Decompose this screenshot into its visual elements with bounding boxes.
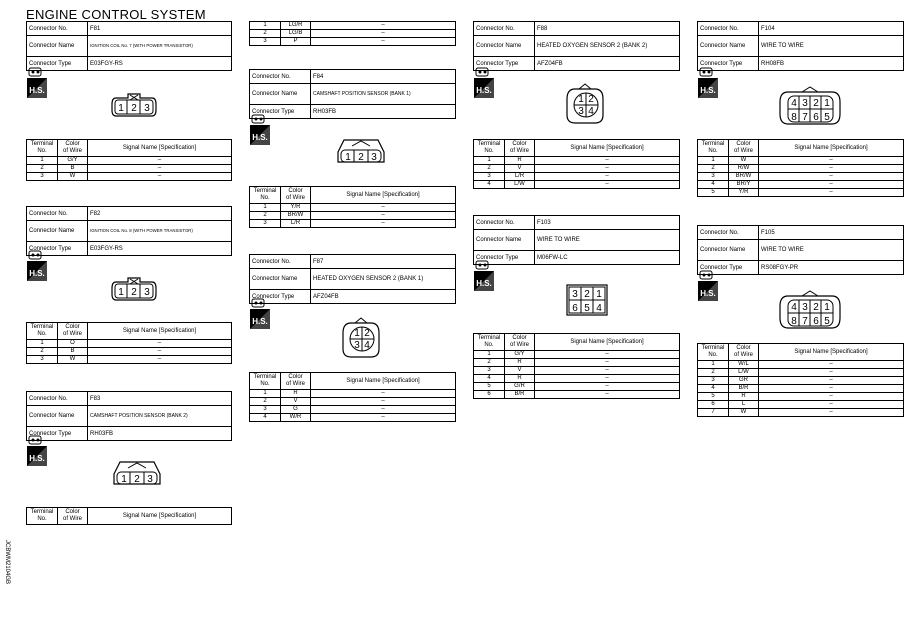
connector-f87-terminals: Terminal No. Color of Wire Signal Name [Specification] 1 R – 2 V – 3 G – 4 W/R – xyxy=(249,372,456,422)
svg-text:3: 3 xyxy=(147,474,153,485)
connector-f88-terminals: Terminal No. Color of Wire Signal Name [Specification] 1 R – 2 V – 3 L/R – 4 L/W – xyxy=(473,139,680,189)
connector-f103-terminals: Terminal No. Color of Wire Signal Name [Specification] 1 G/Y – 2 R – 3 V – 4 R – 5 G/R – 6 B/R – xyxy=(473,333,680,399)
svg-text:2: 2 xyxy=(813,302,819,313)
svg-text:1: 1 xyxy=(118,287,124,298)
svg-text:5: 5 xyxy=(824,112,830,123)
connector-f84-diagram xyxy=(334,136,388,171)
svg-text:6: 6 xyxy=(813,316,819,327)
svg-text:1: 1 xyxy=(596,289,602,300)
connector-f82-info: Connector No. F82 Connector Name IGNITION COIL No. 8 (WITH POWER TRANSISTOR) Connector Type E03FGY-RS xyxy=(26,206,232,256)
svg-text:3: 3 xyxy=(572,289,578,300)
connector-f88-diagram xyxy=(563,81,607,130)
connector-f87-diagram xyxy=(339,315,383,364)
table-row: 7 W – xyxy=(698,409,904,417)
connector-f82-terminals: Terminal No. Color of Wire Signal Name [Specification] 1 O – 2 B – 3 W – xyxy=(26,322,232,364)
svg-text:4: 4 xyxy=(791,98,797,109)
table-row: 1 W – xyxy=(698,157,904,165)
table-row: 2 V – xyxy=(474,165,680,173)
svg-text:2: 2 xyxy=(813,98,819,109)
table-row: 5 G/R – xyxy=(474,383,680,391)
table-row: 5 R – xyxy=(698,393,904,401)
table-row: 4 L/W – xyxy=(474,181,680,189)
connector-f104-diagram xyxy=(776,84,844,131)
connector-f103-diagram xyxy=(565,283,609,322)
hs-icon xyxy=(27,66,47,98)
connector-f104-terminals: Terminal No. Color of Wire Signal Name [Specification] 1 W – 2 R/W – 3 BR/W – 4 BR/Y – 5 Y/R – xyxy=(697,139,904,197)
svg-text:7: 7 xyxy=(802,316,808,327)
hs-icon xyxy=(698,66,718,98)
svg-text:7: 7 xyxy=(802,112,808,123)
table-row: 3 W – xyxy=(27,356,232,364)
table-row: 2 B – xyxy=(27,165,232,173)
svg-text:4: 4 xyxy=(588,106,594,117)
svg-text:5: 5 xyxy=(824,316,830,327)
table-row: 2 R/W – xyxy=(698,165,904,173)
svg-text:2: 2 xyxy=(364,328,370,339)
svg-text:3: 3 xyxy=(354,340,360,351)
table-row: 2 R – xyxy=(474,359,680,367)
table-row: 4 BR/Y – xyxy=(698,181,904,189)
connector-f83-terminals-cont xyxy=(249,21,456,46)
table-row: 5 Y/R – xyxy=(698,189,904,197)
page-title: ENGINE CONTROL SYSTEM xyxy=(26,7,206,22)
svg-text:2: 2 xyxy=(131,103,137,114)
svg-text:2: 2 xyxy=(134,474,140,485)
table-row: 3 W – xyxy=(27,173,232,181)
table-row: 3 BR/W – xyxy=(698,173,904,181)
connector-f81-diagram xyxy=(110,92,158,123)
connector-f84-info: Connector No. F84 Connector Name CAMSHAFT POSITION SENSOR (BANK 1) Connector Type RH03FB xyxy=(249,69,456,119)
connector-f83-diagram xyxy=(110,458,164,493)
connector-f81-info: Connector No. F81 Connector Name IGNITION COIL No. 7 (WITH POWER TRANSISTOR) Connector Type E03FGY-RS xyxy=(26,21,232,71)
table-row: 1 G/Y – xyxy=(27,157,232,165)
svg-text:2: 2 xyxy=(131,287,137,298)
table-row: 3 V – xyxy=(474,367,680,375)
svg-text:1: 1 xyxy=(824,302,830,313)
table-row: 2 BR/W – xyxy=(250,212,456,220)
svg-text:1: 1 xyxy=(118,103,124,114)
svg-text:1: 1 xyxy=(345,152,351,163)
hs-icon xyxy=(250,297,270,329)
table-row: 1 Y/R – xyxy=(250,204,456,212)
table-row: 2 B – xyxy=(27,348,232,356)
connector-f105-terminals: Terminal No. Color of Wire Signal Name [Specification] 1 W/L – 2 L/W – 3 GR – 4 B/R – 5 R – 6 L – 7 W – xyxy=(697,343,904,417)
table-row: 2 V – xyxy=(250,398,456,406)
svg-text:3: 3 xyxy=(802,98,808,109)
hs-icon xyxy=(27,434,47,466)
svg-text:3: 3 xyxy=(371,152,377,163)
connector-f87-info: Connector No. F87 Connector Name HEATED OXYGEN SENSOR 2 (BANK 1) Connector Type AFZ04FB xyxy=(249,254,456,304)
hs-icon xyxy=(250,113,270,145)
figure-code: JCBWM2104GB xyxy=(4,540,10,585)
svg-text:4: 4 xyxy=(791,302,797,313)
table-row: 1 G/Y – xyxy=(474,351,680,359)
table-row: 3 L/R – xyxy=(250,220,456,228)
table-row: 1 O – xyxy=(27,340,232,348)
svg-text:1: 1 xyxy=(121,474,127,485)
svg-text:4: 4 xyxy=(364,340,370,351)
connector-f83-info: Connector No. F83 Connector Name CAMSHAFT POSITION SENSOR (BANK 2) Connector Type RH03FB xyxy=(26,391,232,441)
connector-f104-info: Connector No. F104 Connector Name WIRE TO WIRE Connector Type RH08FB xyxy=(697,21,904,71)
table-row: 1 LG/R – xyxy=(250,22,456,30)
connector-f105-diagram xyxy=(776,288,844,335)
connector-f84-terminals: Terminal No. Color of Wire Signal Name [Specification] 1 Y/R – 2 BR/W – 3 L/R – xyxy=(249,186,456,228)
table-row: 3 GR – xyxy=(698,377,904,385)
svg-text:2: 2 xyxy=(588,94,594,105)
connector-f88-info: Connector No. F88 Connector Name HEATED OXYGEN SENSOR 2 (BANK 2) Connector Type AFZ04FB xyxy=(473,21,680,71)
hs-icon xyxy=(698,269,718,301)
hs-icon xyxy=(474,259,494,291)
svg-text:6: 6 xyxy=(572,303,578,314)
table-row: 4 R – xyxy=(474,375,680,383)
table-row: 2 LG/B – xyxy=(250,30,456,38)
svg-text:3: 3 xyxy=(144,103,150,114)
table-row: 2 L/W – xyxy=(698,369,904,377)
connector-f105-info: Connector No. F105 Connector Name WIRE TO WIRE Connector Type RS08FGY-PR xyxy=(697,225,904,275)
table-row: 4 W/R – xyxy=(250,414,456,422)
svg-text:5: 5 xyxy=(584,303,590,314)
hs-icon xyxy=(474,66,494,98)
svg-text:1: 1 xyxy=(354,328,360,339)
table-row: 3 P – xyxy=(250,38,456,46)
svg-text:3: 3 xyxy=(578,106,584,117)
table-row: 1 W/L – xyxy=(698,361,904,369)
svg-text:8: 8 xyxy=(791,316,797,327)
svg-text:2: 2 xyxy=(584,289,590,300)
connector-f82-diagram xyxy=(110,276,158,307)
svg-text:8: 8 xyxy=(791,112,797,123)
svg-text:6: 6 xyxy=(813,112,819,123)
svg-text:1: 1 xyxy=(824,98,830,109)
connector-f81-terminals: Terminal No. Color of Wire Signal Name [Specification] 1 G/Y – 2 B – 3 W – xyxy=(26,139,232,181)
svg-text:1: 1 xyxy=(578,94,584,105)
table-row: 6 B/R – xyxy=(474,391,680,399)
table-row: 1 R – xyxy=(250,390,456,398)
hs-icon xyxy=(27,249,47,281)
table-row: 3 L/R – xyxy=(474,173,680,181)
table-row: 4 B/R – xyxy=(698,385,904,393)
table-row: 6 L – xyxy=(698,401,904,409)
table-row: 3 G – xyxy=(250,406,456,414)
table-row: 1 R – xyxy=(474,157,680,165)
svg-text:3: 3 xyxy=(802,302,808,313)
connector-f103-info: Connector No. F103 Connector Name WIRE TO WIRE Connector Type M06FW-LC xyxy=(473,215,680,265)
svg-text:3: 3 xyxy=(144,287,150,298)
svg-text:4: 4 xyxy=(596,303,602,314)
connector-f83-terminals: Terminal No. Color of Wire Signal Name [Specification] xyxy=(26,507,232,525)
svg-text:2: 2 xyxy=(358,152,364,163)
